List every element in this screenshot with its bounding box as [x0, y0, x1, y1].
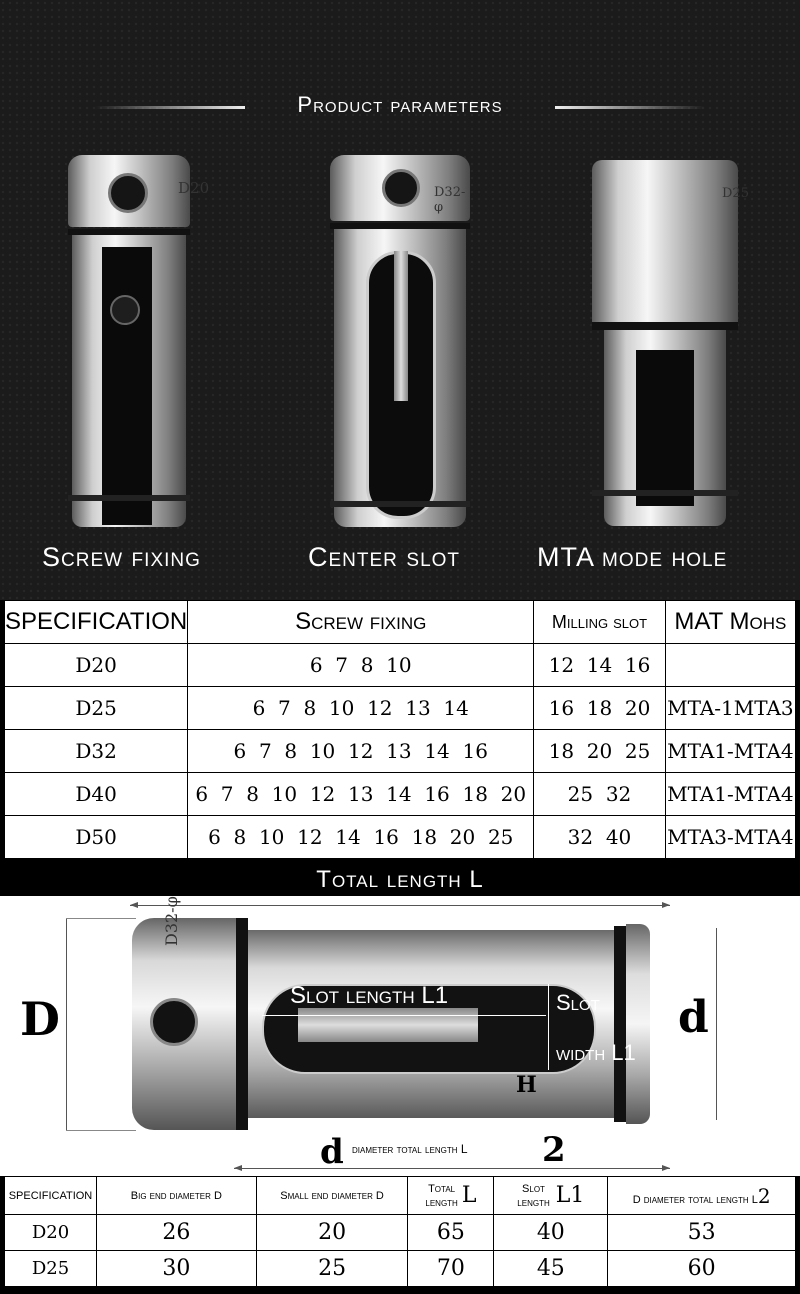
product-code-text: D20 — [178, 179, 210, 197]
diagram-code-text: D32-φ — [162, 896, 181, 946]
table-header-row — [5, 1177, 796, 1215]
cell-slot: 45 — [494, 1251, 608, 1287]
cell-mta: MTA1-MTA4 — [665, 730, 795, 773]
cell-small: 25 — [256, 1251, 408, 1287]
label-bottom-d: d — [320, 1132, 344, 1172]
total-length-label-a: Total — [428, 1182, 456, 1195]
dimension-diagram — [0, 896, 800, 1176]
diagram-title: Total length L — [316, 866, 484, 893]
cell-spec: D20 — [5, 644, 188, 687]
cell-dia: 60 — [608, 1251, 796, 1287]
label-small-diameter: d — [678, 992, 709, 1043]
diameter-total-length-label: D diameter total length L — [632, 1193, 758, 1206]
cell-dia: 53 — [608, 1215, 796, 1251]
column-header-screw-fixing: Screw fixing — [188, 601, 534, 644]
column-header-diameter-total-length — [608, 1177, 796, 1215]
cell-big: 30 — [96, 1251, 256, 1287]
diameter-total-length-number: 2 — [757, 1183, 771, 1208]
total-length-label-b: length — [425, 1196, 458, 1209]
cell-total: 65 — [408, 1215, 494, 1251]
label-bottom-text: diameter total length L — [352, 1142, 468, 1156]
label-h: H — [516, 1072, 537, 1098]
column-header-mat-mohs: MAT Mohs — [665, 601, 795, 644]
cell-slot: 32 40 — [534, 816, 666, 859]
table-row — [5, 644, 796, 687]
table-header-row — [5, 601, 796, 644]
cell-mta — [665, 644, 795, 687]
cell-screw: 6 8 10 12 14 16 18 20 25 — [188, 816, 534, 859]
column-header-slot-length — [494, 1177, 608, 1215]
label-slot-length: Slot length L1 — [290, 982, 449, 1009]
cell-spec: D25 — [5, 687, 188, 730]
cell-big: 26 — [96, 1215, 256, 1251]
page-title: Product parameters — [297, 92, 503, 117]
cell-screw: 6 7 8 10 — [188, 644, 534, 687]
product-image-center-slot — [330, 155, 470, 527]
column-header-specification: SPECIFICATION — [5, 601, 188, 644]
label-big-diameter: D — [20, 992, 60, 1046]
product-code-text: D25 — [722, 186, 749, 201]
cell-slot: 25 32 — [534, 773, 666, 816]
header-decoration-right — [555, 106, 705, 109]
table-row — [5, 730, 796, 773]
label-slot-width-bottom: width L1 — [556, 1040, 636, 1065]
total-length-symbol: L — [461, 1183, 477, 1208]
cell-spec: D25 — [5, 1251, 97, 1287]
product-code-text: D32-φ — [434, 185, 466, 215]
specification-table-2 — [4, 1176, 796, 1287]
specification-table-1 — [4, 600, 796, 859]
cell-mta: MTA1-MTA4 — [665, 773, 795, 816]
cell-spec: D40 — [5, 773, 188, 816]
cell-mta: MTA-1MTA3 — [665, 687, 795, 730]
product-label-center-slot: Center slot — [308, 542, 461, 572]
cell-spec: D50 — [5, 816, 188, 859]
column-header-specification: SPECIFICATION — [5, 1177, 97, 1215]
column-header-total-length — [408, 1177, 494, 1215]
column-header-small-end-diameter: Small end diameter D — [256, 1177, 408, 1215]
cell-screw: 6 7 8 10 12 13 14 — [188, 687, 534, 730]
label-bottom-number: 2 — [542, 1130, 566, 1170]
table-row — [5, 1251, 796, 1287]
table-row — [5, 773, 796, 816]
table-row — [5, 687, 796, 730]
cell-slot: 12 14 16 — [534, 644, 666, 687]
slot-length-symbol: L1 — [555, 1183, 585, 1208]
product-image-screw-fixing — [68, 155, 210, 527]
cell-small: 20 — [256, 1215, 408, 1251]
column-header-big-end-diameter: Big end diameter D — [96, 1177, 256, 1215]
table-row — [5, 816, 796, 859]
label-slot-width-top: Slot — [556, 990, 600, 1015]
cell-spec: D20 — [5, 1215, 97, 1251]
product-image-mta-mode-hole — [592, 160, 749, 526]
column-header-milling-slot: Milling slot — [534, 601, 666, 644]
product-label-screw-fixing: Screw fixing — [42, 542, 201, 572]
cell-mta: MTA3-MTA4 — [665, 816, 795, 859]
cell-slot: 18 20 25 — [534, 730, 666, 773]
slot-length-label-b: length — [517, 1196, 550, 1209]
cell-slot: 40 — [494, 1215, 608, 1251]
slot-length-label-a: Slot — [522, 1182, 545, 1195]
product-label-mta-mode-hole: MTA mode hole — [537, 542, 728, 572]
cell-screw: 6 7 8 10 12 13 14 16 — [188, 730, 534, 773]
cell-screw: 6 7 8 10 12 13 14 16 18 20 — [188, 773, 534, 816]
cell-spec: D32 — [5, 730, 188, 773]
table-row — [5, 1215, 796, 1251]
cell-slot: 16 18 20 — [534, 687, 666, 730]
cell-total: 70 — [408, 1251, 494, 1287]
